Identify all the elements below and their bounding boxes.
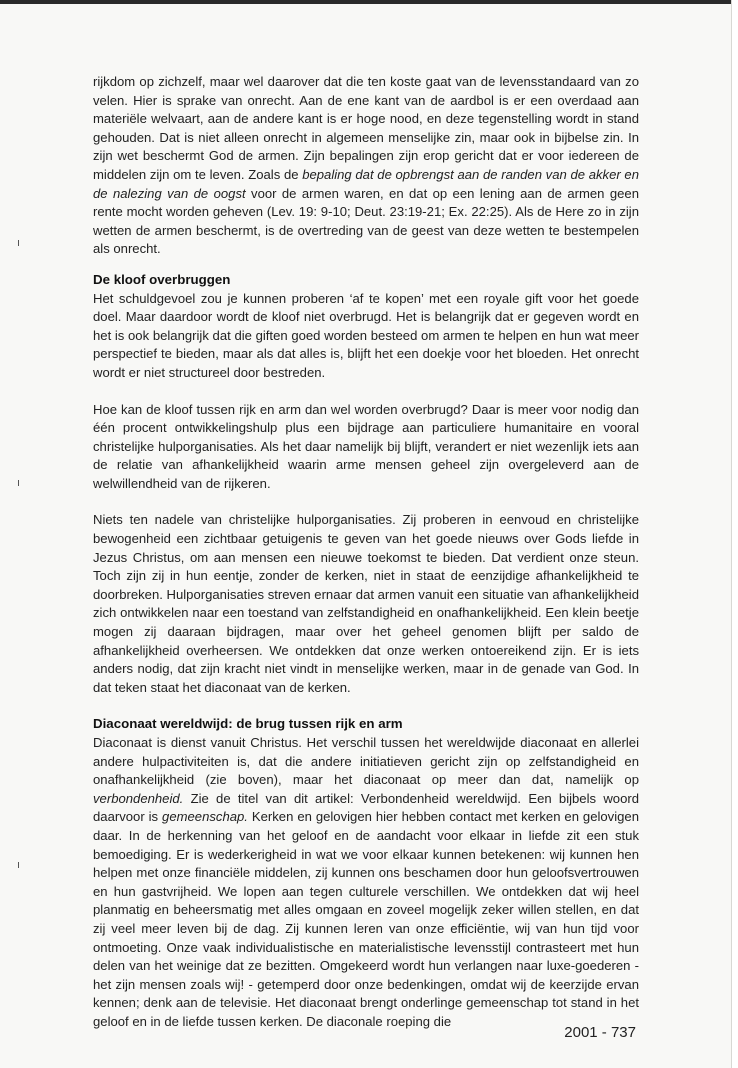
paragraph-5	[93, 734, 639, 1032]
heading-de-kloof-overbruggen: De kloof overbruggen	[93, 271, 231, 287]
paragraph-1-end: voor de armen waren, en dat op een lening aan de armen geen rente mocht worden geheven (Lev. 19: 9-10; Deut. 23:19-21; Ex. 22:25). Als de Here zo in zijn wetten de armen beschermt, is de overtreding van de geest van deze wetten te bestempelen als onrecht.	[93, 185, 639, 257]
heading-diaconaat-wereldwijd: Diaconaat wereldwijd: de brug tussen rijk en arm	[93, 716, 403, 732]
paragraph-5-text-b: Zie de titel van dit artikel: Verbondenheid wereldwijd. Een bijbels woord daarvoor is	[93, 790, 639, 825]
paragraph-5-text-a: Diaconaat is dienst vanuit Christus. Het verschil tussen het wereldwijde diaconaat en allerlei andere hulpactiviteiten is, dat die andere initiatieven gericht zijn op zelfstandigheid en onafhankelijkheid (zie boven), maar het diaconaat op meer dan dat, namelijk op	[93, 735, 639, 788]
paragraph-4: Niets ten nadele van christelijke hulporganisaties. Zij proberen in eenvoud en christelijke bewogenheid een zichtbaar getuigenis te geven van het goede nieuws over Gods liefde in Jezus Christus, om aan mensen een nieuwe toekomst te bieden. Dat verdient onze steun. Toch zijn zij in hun eentje, zonder de kerken, niet in staat de eenzijdige afhankelijkheid te doorbreken. Hulporganisaties streven ernaar dat armen vanuit een situatie van afhankelijkheid zich ontwikkelen naar een toestand van zelfstandigheid en onafhankelijkheid. Een klein beetje mogen zij daaraan bijdragen, maar over het geheel genomen blijft per saldo de afhankelijkheid overheersen. We ontdekken dat onze werken ontoereikend zijn. Er is iets anders nodig, dat zijn kracht niet vindt in menselijke werken, maar in de genade van God. In dat teken staat het diaconaat van de kerken.	[93, 512, 639, 695]
paragraph-5-italic-2: gemeenschap.	[162, 809, 248, 825]
margin-mark	[18, 240, 19, 246]
page-right-edge	[731, 0, 738, 1068]
paragraph-5-italic-1: verbondenheid.	[93, 790, 184, 806]
paragraph-1-italic: bepaling dat de opbrengst aan de randen van de akker en de nalezing van de oogst	[93, 166, 639, 201]
paragraph-5-text-c: Kerken en gelovigen hier hebben contact met kerken en gelovigen daar. In de herkenning van het geloof en de aandacht voor elkaar in liefde zit een stuk bemoediging. Er is wederkerigheid in wat we voor elkaar kunnen betekenen: wij kunnen hen helpen met onze financiële middelen, zij kunnen ons beschamen door hun geloofsvertrouwen en hun gastvrijheid. We lopen aan tegen culturele verschillen. We ontdekken dat wij heel planmatig en beheersmatig met alles omgaan en zoveel mogelijk zeker willen stellen, en dat zij veel meer leven bij de dag. Zij kunnen leren van onze efficiëntie, wij van hun tijd voor ontmoeting. Onze vaak individualistische en materialistische levensstijl contrasteert met hun delen van het weinige dat ze bezitten. Omgekeerd wordt hun verlangen naar luxe-goederen - het zijn mensen zoals wij! - getemperd door onze bedenkingen, omdat wij de keerzijde ervan kennen; denk aan de televisie. Het diaconaat brengt onderlinge gemeenschap tot stand in het geloof en in de liefde tussen kerken. De diaconale roeping die	[93, 809, 639, 1029]
paragraph-1	[93, 73, 639, 259]
page-number: 2001 - 737	[564, 1024, 636, 1041]
paragraph-3: Hoe kan de kloof tussen rijk en arm dan wel worden overbrugd? Daar is meer voor nodig dan één procent ontwikkelingshulp plus een bijdrage aan particuliere humanitaire en vooral christelijke hulporganisaties. Als het daar namelijk bij blijft, verandert er niet wezenlijk iets aan de relatie van afhankelijkheid waarin arme mensen geheel zijn overgeleverd aan de welwillendheid van de rijkeren.	[93, 401, 639, 491]
paragraph-2: Het schuldgevoel zou je kunnen proberen ‘af te kopen’ met een royale gift voor het goede doel. Maar daardoor wordt de kloof niet overbrugd. Het is belangrijk dat er gegeven wordt en het is ook belangrijk dat die giften goed worden besteed om armen te helpen en hun wat meer perspectief te bieden, maar als dat alles is, blijft het een doekje voor het bloeden. Het onrecht wordt er niet structureel door bestreden.	[93, 290, 639, 380]
page-top-edge	[0, 0, 738, 4]
paragraph-1-text: rijkdom op zichzelf, maar wel daarover dat die ten koste gaat van de levensstandaard van zo velen. Hier is sprake van onrecht. Aan de ene kant van de aardbol is er een overdaad aan materiële welvaart, aan de andere kant is er hoge nood, en deze tegenstelling wordt in stand gehouden. Dat is niet alleen onrecht in algemeen menselijke zin, maar ook in bijbelse zin. In zijn wet beschermt God de armen. Zijn bepalingen zijn erop gericht dat er voor iedereen de middelen zijn om te leven. Zoals de	[93, 74, 639, 182]
margin-mark	[18, 480, 19, 486]
article-body	[93, 73, 639, 1032]
margin-mark	[18, 862, 19, 868]
